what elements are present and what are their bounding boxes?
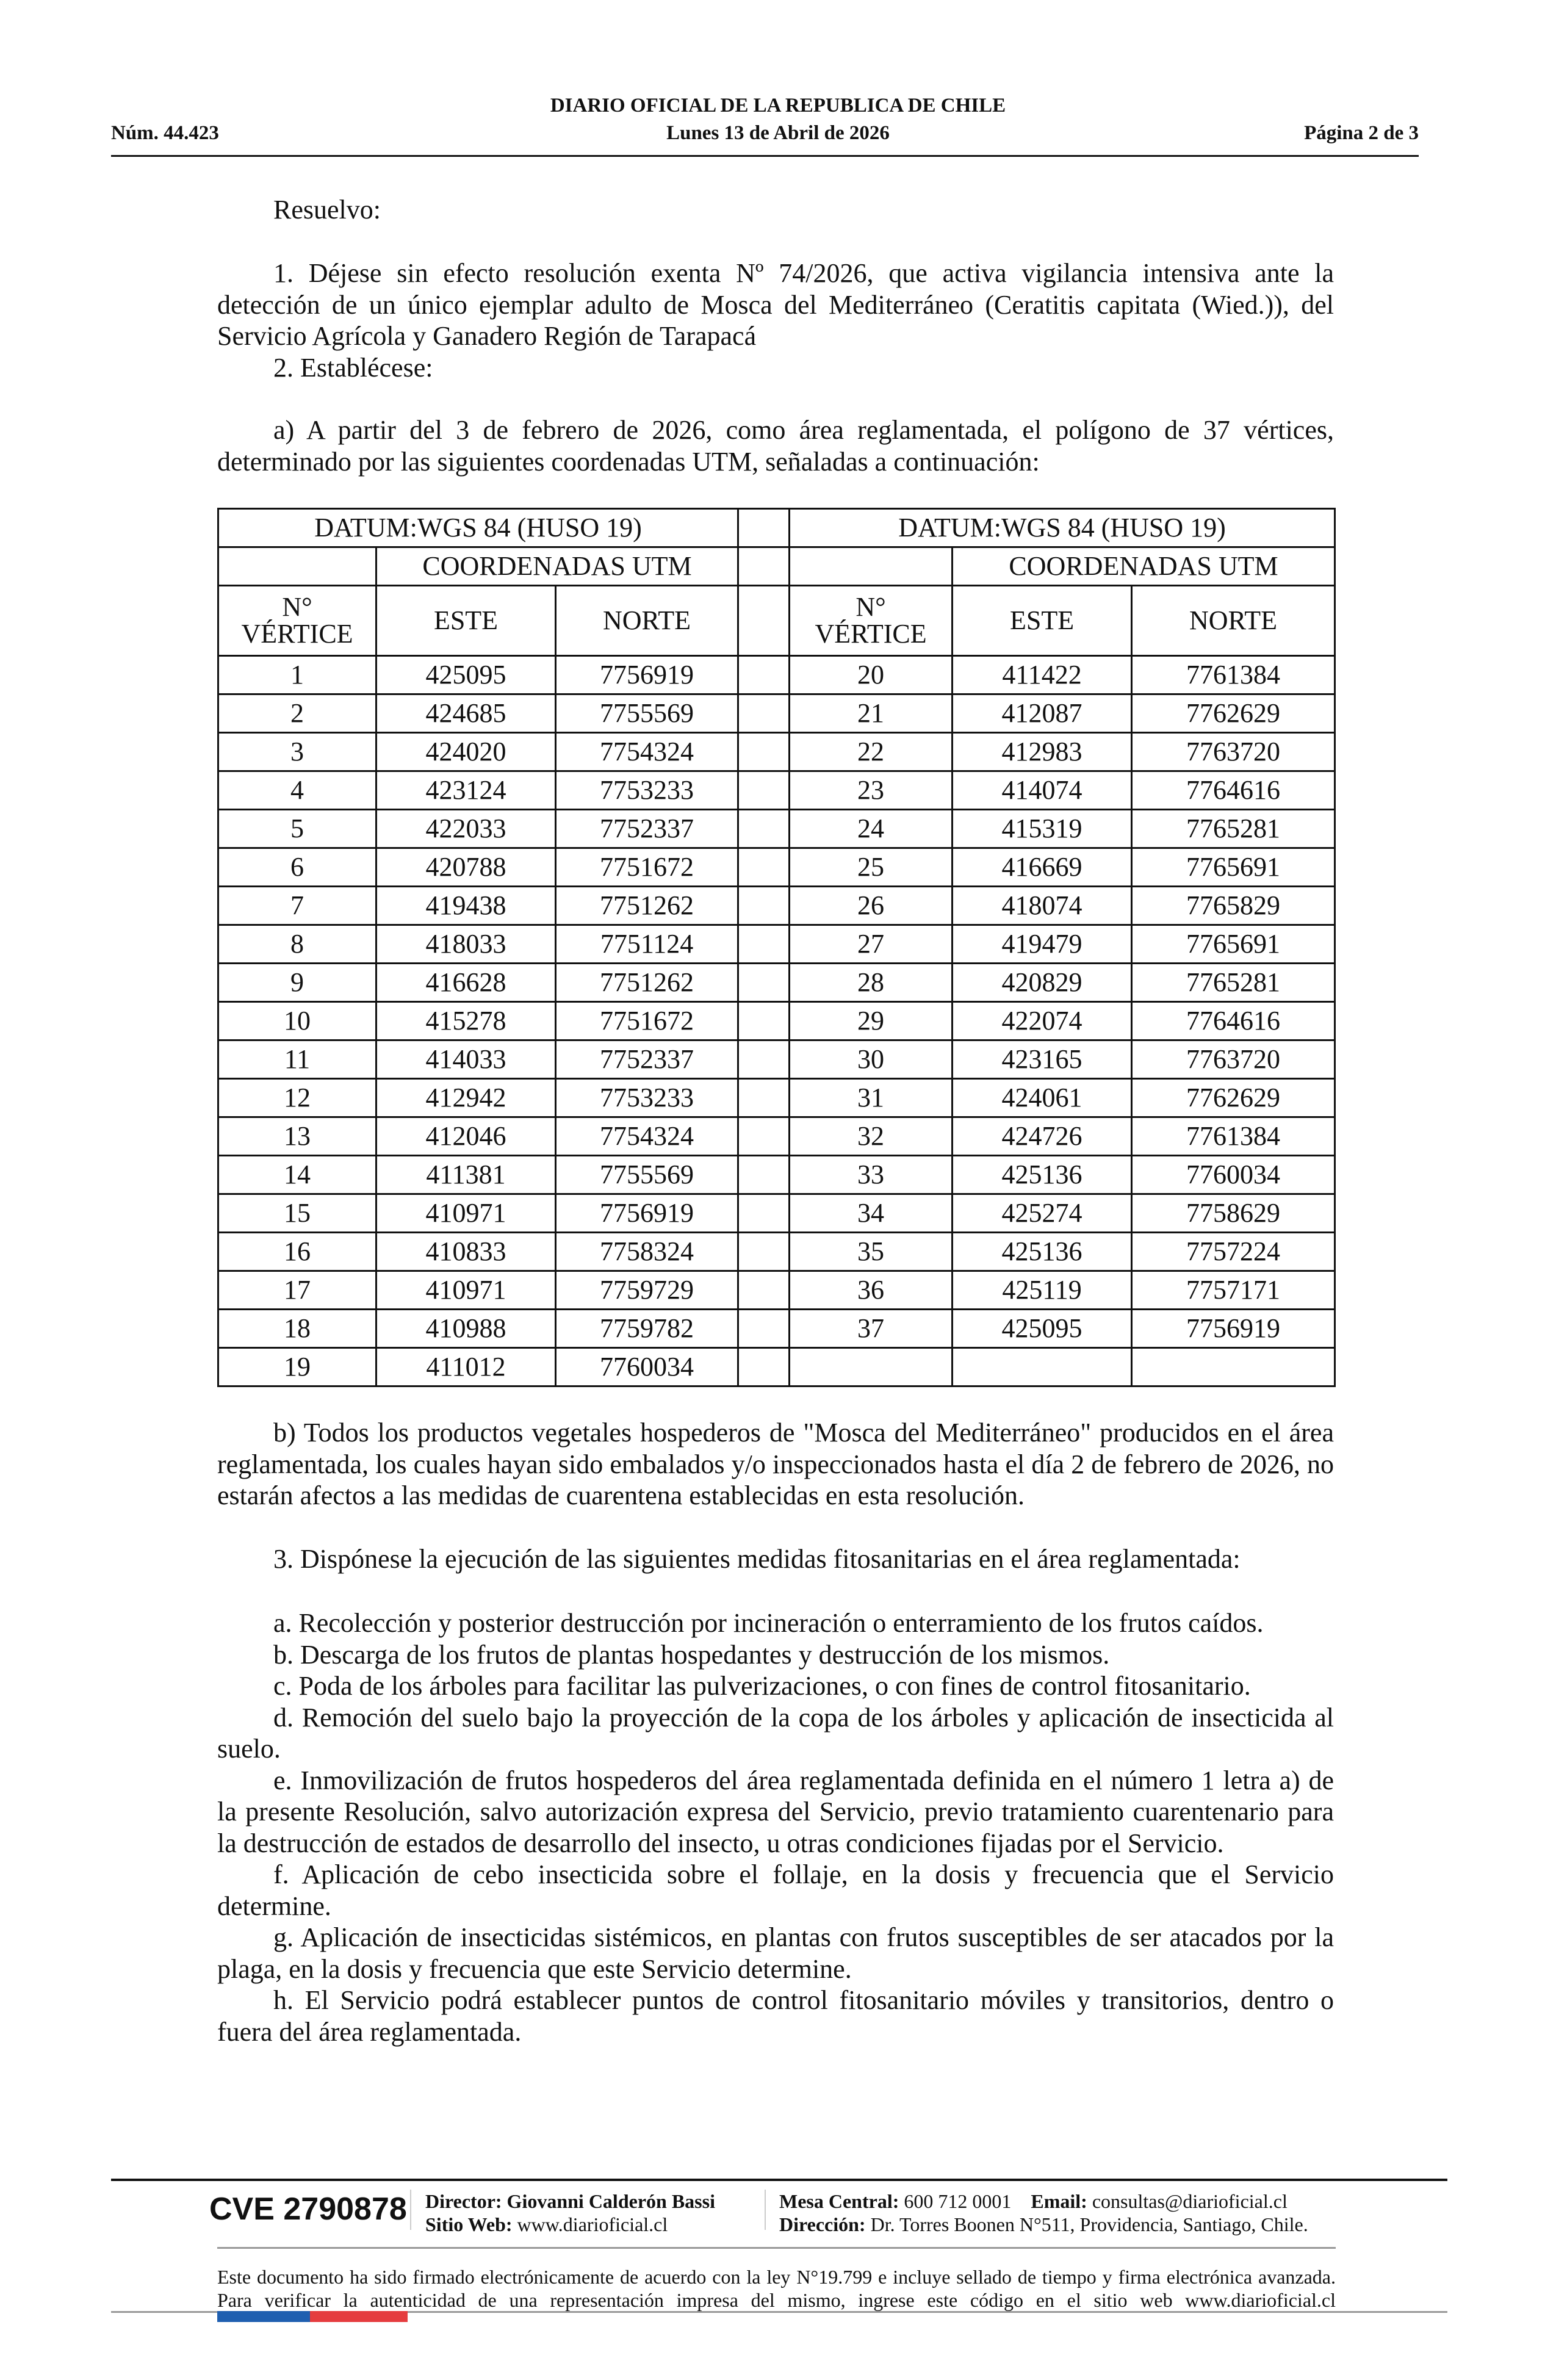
norte-header-left: NORTE (556, 586, 738, 656)
norte-value: 7756919 (556, 656, 738, 694)
vertex-number (790, 1348, 953, 1387)
este-header-left: ESTE (376, 586, 556, 656)
este-value: 410971 (376, 1194, 556, 1233)
table-row (218, 848, 1335, 887)
norte-value: 7765281 (1132, 810, 1335, 848)
este-value: 420829 (953, 964, 1132, 1002)
director-label: Director: (425, 2190, 502, 2212)
measure-item: a. Recolección y posterior destrucción por incineración o enterramiento de los frutos caídos. (273, 1608, 1264, 1638)
table-row (218, 1348, 1335, 1387)
spacer-cell (738, 586, 790, 656)
coordinates-table (217, 508, 1336, 1387)
norte-value: 7752337 (556, 1040, 738, 1079)
spacer-cell (738, 810, 790, 848)
spacer-cell (738, 1271, 790, 1310)
este-value: 412942 (376, 1079, 556, 1117)
email-label: Email: (1031, 2190, 1087, 2212)
paragraph-b (217, 1417, 1334, 1512)
este-value: 422033 (376, 810, 556, 848)
empty-cell (218, 547, 376, 586)
norte-value: 7761384 (1132, 1117, 1335, 1156)
este-value: 412046 (376, 1117, 556, 1156)
table-row (218, 656, 1335, 694)
paragraph-1-2 (217, 258, 1334, 383)
vertex-number: 4 (218, 771, 376, 810)
footer-contact (779, 2190, 1308, 2236)
spacer-cell (738, 1117, 790, 1156)
vertex-number: 7 (218, 887, 376, 925)
paragraph-a-text: a) A partir del 3 de febrero de 2026, como área reglamentada, el polígono de 37 vértices, determinado por las siguientes coordenadas UTM, señaladas a continuación: (217, 415, 1334, 477)
paragraph-b-text: b) Todos los productos vegetales hospederos de "Mosca del Mediterráneo" producidos en el área reglamentada, los cuales hayan sido embalados y/o inspeccionados hasta el día 2 de febrero de 2026, no estarán afectos a las medidas de cuarentena establecidas en esta resolución. (217, 1418, 1334, 1510)
footer-inner-rule (217, 2247, 1336, 2249)
measure-item: g. Aplicación de insecticidas sistémicos, en plantas con frutos susceptibles de ser atacados por la plaga, en la dosis y frecuencia que este Servicio determine. (217, 1922, 1334, 1984)
issue-date: Lunes 13 de Abril de 2026 (666, 122, 890, 144)
divider (410, 2190, 411, 2230)
este-value: 414074 (953, 771, 1132, 810)
este-value: 422074 (953, 1002, 1132, 1040)
address-label: Dirección: (779, 2213, 866, 2235)
coords-header-left: COORDENADAS UTM (376, 547, 738, 586)
measure-item: b. Descarga de los frutos de plantas hospedantes y destrucción de los mismos. (273, 1639, 1110, 1670)
este-value: 410988 (376, 1310, 556, 1348)
measures-list (217, 1607, 1334, 2047)
vertex-number: 1 (218, 656, 376, 694)
este-value: 425119 (953, 1271, 1132, 1310)
vertex-header-line2: VÉRTICE (241, 619, 353, 649)
table-row (218, 1117, 1335, 1156)
table-row (218, 925, 1335, 964)
vertex-number: 16 (218, 1233, 376, 1271)
este-value: 424726 (953, 1117, 1132, 1156)
vertex-number: 25 (790, 848, 953, 887)
web-link[interactable]: www.diarioficial.cl (517, 2213, 668, 2235)
email-link[interactable]: consultas@diarioficial.cl (1092, 2190, 1288, 2212)
director-name: Giovanni Calderón Bassi (506, 2190, 715, 2212)
norte-value: 7751672 (556, 848, 738, 887)
este-value: 414033 (376, 1040, 556, 1079)
vertex-number: 15 (218, 1194, 376, 1233)
table-row (218, 733, 1335, 771)
este-value (953, 1348, 1132, 1387)
este-value: 412087 (953, 694, 1132, 733)
vertex-number: 8 (218, 925, 376, 964)
resuelvo-label: Resuelvo: (273, 195, 381, 225)
vertex-number: 20 (790, 656, 953, 694)
spacer-cell (738, 1079, 790, 1117)
norte-value: 7755569 (556, 694, 738, 733)
spacer-cell (738, 1156, 790, 1194)
vertex-number: 13 (218, 1117, 376, 1156)
divider (765, 2190, 766, 2230)
vertex-number: 6 (218, 848, 376, 887)
norte-value: 7758324 (556, 1233, 738, 1271)
este-value: 419479 (953, 925, 1132, 964)
vertex-number: 29 (790, 1002, 953, 1040)
spacer-cell (738, 1194, 790, 1233)
measure-item: e. Inmovilización de frutos hospederos del área reglamentada definida en el número 1 letra a) de la presente Resolución, salvo autorización expresa del Servicio, previo tratamiento cuarentenario para la destrucción de estados de desarrollo del insecto, u otras condiciones fijadas por el Servicio. (217, 1765, 1334, 1858)
table-row (218, 1271, 1335, 1310)
measure-item: d. Remoción del suelo bajo la proyección de la copa de los árboles y aplicación de insecticida al suelo. (217, 1702, 1334, 1764)
norte-value: 7764616 (1132, 1002, 1335, 1040)
norte-value: 7764616 (1132, 771, 1335, 810)
mesa-phone: 600 712 0001 (904, 2190, 1012, 2212)
datum-header-left: DATUM:WGS 84 (HUSO 19) (218, 509, 738, 547)
vertex-number: 37 (790, 1310, 953, 1348)
spacer-cell (738, 509, 790, 547)
este-value: 424061 (953, 1079, 1132, 1117)
resolution-intro (217, 194, 1334, 226)
este-value: 412983 (953, 733, 1132, 771)
newspaper-title: DIARIO OFICIAL DE LA REPUBLICA DE CHILE (550, 95, 1006, 117)
vertex-number: 27 (790, 925, 953, 964)
este-value: 415319 (953, 810, 1132, 848)
este-value: 410971 (376, 1271, 556, 1310)
vertex-number: 26 (790, 887, 953, 925)
spacer-cell (738, 547, 790, 586)
vertex-number: 12 (218, 1079, 376, 1117)
footer-rule (111, 2179, 1447, 2181)
este-value: 425136 (953, 1233, 1132, 1271)
web-label: Sitio Web: (425, 2213, 513, 2235)
vertex-number: 35 (790, 1233, 953, 1271)
vertex-number: 2 (218, 694, 376, 733)
norte-header-right: NORTE (1132, 586, 1335, 656)
este-value: 419438 (376, 887, 556, 925)
spacer-cell (738, 694, 790, 733)
norte-value: 7763720 (1132, 733, 1335, 771)
datum-header-right: DATUM:WGS 84 (HUSO 19) (790, 509, 1335, 547)
paragraph-a (217, 414, 1334, 477)
vertex-number: 31 (790, 1079, 953, 1117)
spacer-cell (738, 656, 790, 694)
este-value: 423165 (953, 1040, 1132, 1079)
norte-value: 7759782 (556, 1310, 738, 1348)
este-value: 418074 (953, 887, 1132, 925)
este-value: 416628 (376, 964, 556, 1002)
paragraph-2: 2. Establécese: (273, 352, 433, 383)
norte-value: 7753233 (556, 771, 738, 810)
norte-value: 7755569 (556, 1156, 738, 1194)
vertex-number: 14 (218, 1156, 376, 1194)
vertex-number: 3 (218, 733, 376, 771)
este-value: 410833 (376, 1233, 556, 1271)
spacer-cell (738, 771, 790, 810)
vertex-number: 18 (218, 1310, 376, 1348)
vertex-number: 32 (790, 1117, 953, 1156)
este-value: 425274 (953, 1194, 1132, 1233)
norte-value: 7754324 (556, 1117, 738, 1156)
vertex-header-left (218, 586, 376, 656)
este-value: 418033 (376, 925, 556, 964)
spacer-cell (738, 848, 790, 887)
norte-value: 7765281 (1132, 964, 1335, 1002)
vertex-number: 10 (218, 1002, 376, 1040)
vertex-number: 36 (790, 1271, 953, 1310)
norte-value: 7753233 (556, 1079, 738, 1117)
flag-red-bar (310, 2311, 408, 2322)
spacer-cell (738, 925, 790, 964)
norte-value: 7756919 (1132, 1310, 1335, 1348)
table-row (218, 1040, 1335, 1079)
table-row (218, 1079, 1335, 1117)
flag-blue-bar (217, 2311, 310, 2322)
norte-value: 7759729 (556, 1271, 738, 1310)
header-rule (111, 155, 1419, 157)
vertex-header-line1: N° (855, 592, 886, 622)
norte-value: 7761384 (1132, 656, 1335, 694)
norte-value: 7765691 (1132, 848, 1335, 887)
vertex-number: 22 (790, 733, 953, 771)
este-value: 424685 (376, 694, 556, 733)
spacer-cell (738, 964, 790, 1002)
page-number: Página 2 de 3 (1304, 122, 1419, 144)
vertex-number: 17 (218, 1271, 376, 1310)
measure-item: c. Poda de los árboles para facilitar las pulverizaciones, o con fines de control fitosanitario. (273, 1671, 1251, 1701)
vertex-number: 23 (790, 771, 953, 810)
vertex-number: 28 (790, 964, 953, 1002)
norte-value: 7765691 (1132, 925, 1335, 964)
spacer-cell (738, 1040, 790, 1079)
paragraph-1: 1. Déjese sin efecto resolución exenta Nº 74/2026, que activa vigilancia intensiva ante la detección de un único ejemplar adulto de Mosca del Mediterráneo (Ceratitis capitata (Wied.)), del Servicio Agrícola y Ganadero Región de Tarapacá (217, 258, 1334, 351)
footer-director (425, 2190, 715, 2236)
este-value: 411422 (953, 656, 1132, 694)
norte-value: 7751262 (556, 964, 738, 1002)
vertex-number: 9 (218, 964, 376, 1002)
norte-value: 7752337 (556, 810, 738, 848)
este-value: 411381 (376, 1156, 556, 1194)
table-row (218, 1194, 1335, 1233)
norte-value: 7757224 (1132, 1233, 1335, 1271)
spacer-cell (738, 887, 790, 925)
paragraph-3-text: 3. Dispónese la ejecución de las siguientes medidas fitosanitarias en el área reglamentada: (273, 1544, 1241, 1574)
norte-value: 7757171 (1132, 1271, 1335, 1310)
empty-cell (790, 547, 953, 586)
vertex-number: 5 (218, 810, 376, 848)
norte-value (1132, 1348, 1335, 1387)
vertex-number: 33 (790, 1156, 953, 1194)
norte-value: 7751124 (556, 925, 738, 964)
measure-item: f. Aplicación de cebo insecticida sobre el follaje, en la dosis y frecuencia que el Servicio determine. (217, 1859, 1334, 1921)
issue-number: Núm. 44.423 (111, 122, 219, 144)
este-value: 415278 (376, 1002, 556, 1040)
table-row (218, 810, 1335, 848)
este-value: 424020 (376, 733, 556, 771)
este-header-right: ESTE (953, 586, 1132, 656)
norte-value: 7760034 (556, 1348, 738, 1387)
norte-value: 7751262 (556, 887, 738, 925)
vertex-number: 21 (790, 694, 953, 733)
este-value: 425136 (953, 1156, 1132, 1194)
vertex-number: 24 (790, 810, 953, 848)
coords-header-right: COORDENADAS UTM (953, 547, 1335, 586)
norte-value: 7758629 (1132, 1194, 1335, 1233)
cve-code: CVE 2790878 (209, 2191, 407, 2227)
este-value: 416669 (953, 848, 1132, 887)
vertex-header-line2: VÉRTICE (815, 619, 927, 649)
vertex-number: 19 (218, 1348, 376, 1387)
table-row (218, 1310, 1335, 1348)
table-row (218, 1002, 1335, 1040)
este-value: 425095 (953, 1310, 1132, 1348)
norte-value: 7754324 (556, 733, 738, 771)
norte-value: 7762629 (1132, 1079, 1335, 1117)
norte-value: 7751672 (556, 1002, 738, 1040)
paragraph-3 (217, 1543, 1334, 1575)
este-value: 423124 (376, 771, 556, 810)
table-row (218, 1156, 1335, 1194)
table-row (218, 1233, 1335, 1271)
este-value: 420788 (376, 848, 556, 887)
spacer-cell (738, 1002, 790, 1040)
table-row (218, 694, 1335, 733)
mesa-label: Mesa Central: (779, 2190, 899, 2212)
spacer-cell (738, 1233, 790, 1271)
table-row (218, 771, 1335, 810)
spacer-cell (738, 1348, 790, 1387)
table-row (218, 964, 1335, 1002)
table-row (218, 887, 1335, 925)
norte-value: 7765829 (1132, 887, 1335, 925)
vertex-number: 30 (790, 1040, 953, 1079)
norte-value: 7763720 (1132, 1040, 1335, 1079)
address: Dr. Torres Boonen N°511, Providencia, Santiago, Chile. (870, 2213, 1308, 2235)
norte-value: 7762629 (1132, 694, 1335, 733)
spacer-cell (738, 1310, 790, 1348)
vertex-number: 34 (790, 1194, 953, 1233)
vertex-header-right (790, 586, 953, 656)
este-value: 411012 (376, 1348, 556, 1387)
measure-item: h. El Servicio podrá establecer puntos de control fitosanitario móviles y transitorios, dentro o fuera del área reglamentada. (217, 1985, 1334, 2047)
este-value: 425095 (376, 656, 556, 694)
spacer-cell (738, 733, 790, 771)
norte-value: 7756919 (556, 1194, 738, 1233)
vertex-header-line1: N° (282, 592, 312, 622)
legal-notice: Este documento ha sido firmado electrónicamente de acuerdo con la ley N°19.799 e incluye sellado de tiempo y firma electrónica avanzada. Para verificar la autenticidad de una representación impresa del mismo, ingrese este código en el sitio web www.diarioficial.cl (217, 2266, 1336, 2311)
vertex-number: 11 (218, 1040, 376, 1079)
norte-value: 7760034 (1132, 1156, 1335, 1194)
